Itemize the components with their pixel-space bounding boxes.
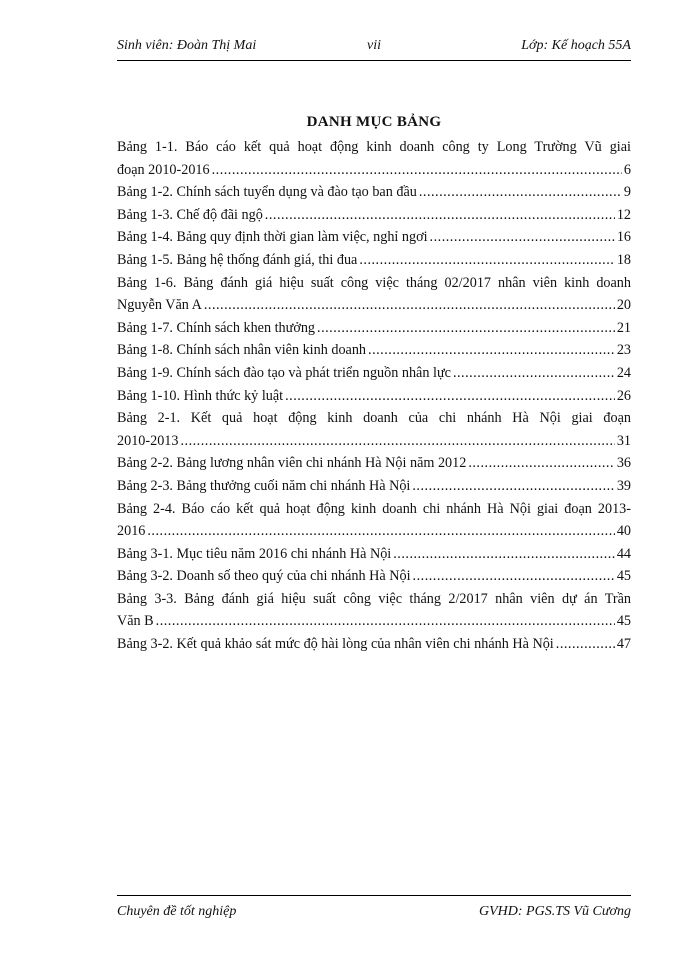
toc-entry[interactable] [117,272,631,317]
toc-entry[interactable] [117,407,631,452]
toc-entry-page: 45 [616,568,631,585]
dot-leader [412,475,614,498]
toc-entry[interactable] [117,385,631,408]
table-list [117,136,631,656]
toc-entry[interactable] [117,498,631,543]
dot-leader [285,385,615,408]
toc-entry-title: 2016 [117,523,146,540]
thesis-label: Chuyên đề tốt nghiệp [117,904,237,919]
toc-entry-page: 26 [616,387,631,404]
page-header [117,38,631,58]
toc-entry[interactable] [117,475,631,498]
toc-entry-page: 24 [616,364,631,381]
toc-entry-title: Bảng 1-7. Chính sách khen thưởng [117,319,316,336]
toc-entry-title: Văn B [117,613,154,630]
toc-entry-page: 39 [616,477,631,494]
dot-leader [393,543,615,566]
dot-leader [204,294,615,317]
toc-entry[interactable] [117,339,631,362]
dot-leader [413,565,615,588]
toc-entry[interactable] [117,362,631,385]
toc-entry-title-line: Bảng 1-1. Báo cáo kết quả hoạt động kinh doanh công ty Long Trường Vũ giai [117,139,631,155]
toc-entry-title: Bảng 1-2. Chính sách tuyển dụng và đào tạo ban đầu [117,184,417,201]
toc-entry-title: Bảng 1-9. Chính sách đào tạo và phát triển nguồn nhân lực [117,364,451,381]
toc-entry-title: 2010-2013 [117,432,179,449]
toc-entry-title: Bảng 3-2. Kết quả khảo sát mức độ hài lòng của nhân viên chi nhánh Hà Nội [117,636,554,653]
page-footer [117,904,631,924]
toc-entry[interactable] [117,226,631,249]
toc-entry-page: 6 [623,161,631,178]
page-title: DANH MỤC BẢNG [306,114,442,130]
toc-entry-title-line: Bảng 3-3. Bảng đánh giá hiệu suất công việc tháng 2/2017 nhân viên dự án Trần [117,590,631,607]
toc-entry-page: 16 [616,229,631,246]
toc-entry-title: Bảng 1-3. Chế độ đãi ngộ [117,206,263,223]
toc-entry-title: Bảng 2-3. Bảng thưởng cuối năm chi nhánh Hà Nội [117,477,411,494]
toc-entry-page: 20 [616,297,631,314]
toc-entry-title: Bảng 2-2. Bảng lương nhân viên chi nhánh Hà Nội năm 2012 [117,455,467,472]
toc-entry-page: 12 [616,206,631,223]
toc-entry-title: Bảng 3-1. Mục tiêu năm 2016 chi nhánh Hà Nội [117,545,392,562]
toc-entry[interactable] [117,136,631,181]
dot-leader [453,362,615,385]
dot-leader [556,633,615,656]
student-name: Sinh viên: Đoàn Thị Mai [117,38,257,53]
toc-entry-page: 36 [616,455,631,472]
toc-entry-title: đoạn 2010-2016 [117,161,210,178]
dot-leader [317,317,615,340]
toc-entry-title: Bảng 1-8. Chính sách nhân viên kinh doanh [117,342,367,359]
toc-entry[interactable] [117,543,631,566]
toc-entry-title: Nguyễn Văn A [117,297,202,314]
dot-leader [180,430,614,453]
toc-entry-title: Bảng 1-4. Bảng quy định thời gian làm việc, nghỉ ngơi [117,229,428,246]
dot-leader [368,339,615,362]
supervisor-label: GVHD: PGS.TS Vũ Cương [479,904,631,919]
toc-entry[interactable] [117,204,631,227]
dot-leader [468,452,614,475]
toc-entry-page: 40 [616,523,631,540]
toc-entry-page: 45 [616,613,631,630]
toc-entry-title-line: Bảng 2-4. Báo cáo kết quả hoạt động kinh doanh chi nhánh Hà Nội giai đoạn 2013- [117,500,631,517]
page-number-roman: vii [367,38,381,53]
toc-entry[interactable] [117,588,631,633]
toc-entry-page: 18 [616,251,631,268]
class-name: Lớp: Kế hoạch 55A [521,38,631,53]
toc-entry-page: 31 [616,432,631,449]
dot-leader [265,204,615,227]
toc-entry-page: 21 [616,319,631,336]
toc-entry-title: Bảng 1-10. Hình thức kỷ luật [117,387,284,404]
toc-entry[interactable] [117,633,631,656]
header-divider [117,60,631,61]
toc-entry[interactable] [117,249,631,272]
dot-leader [147,520,614,543]
toc-entry-title-line: Bảng 1-6. Bảng đánh giá hiệu suất công việc tháng 02/2017 nhân viên kinh doanh [117,274,631,291]
toc-entry-page: 9 [623,184,631,201]
dot-leader [359,249,614,272]
dot-leader [419,181,622,204]
footer-divider [117,895,631,896]
dot-leader [430,226,615,249]
toc-entry[interactable] [117,317,631,340]
toc-entry-title-line: Bảng 2-1. Kết quả hoạt động kinh doanh của chi nhánh Hà Nội giai đoạn [117,410,631,427]
toc-entry-page: 44 [616,545,631,562]
toc-entry-page: 47 [616,636,631,653]
toc-entry-page: 23 [616,342,631,359]
toc-entry-title: Bảng 1-5. Bảng hệ thống đánh giá, thi đua [117,251,358,268]
toc-entry-title: Bảng 3-2. Doanh số theo quý của chi nhánh Hà Nội [117,568,411,585]
toc-entry[interactable] [117,565,631,588]
dot-leader [156,610,615,633]
dot-leader [212,159,622,182]
toc-entry[interactable] [117,452,631,475]
toc-entry[interactable] [117,181,631,204]
